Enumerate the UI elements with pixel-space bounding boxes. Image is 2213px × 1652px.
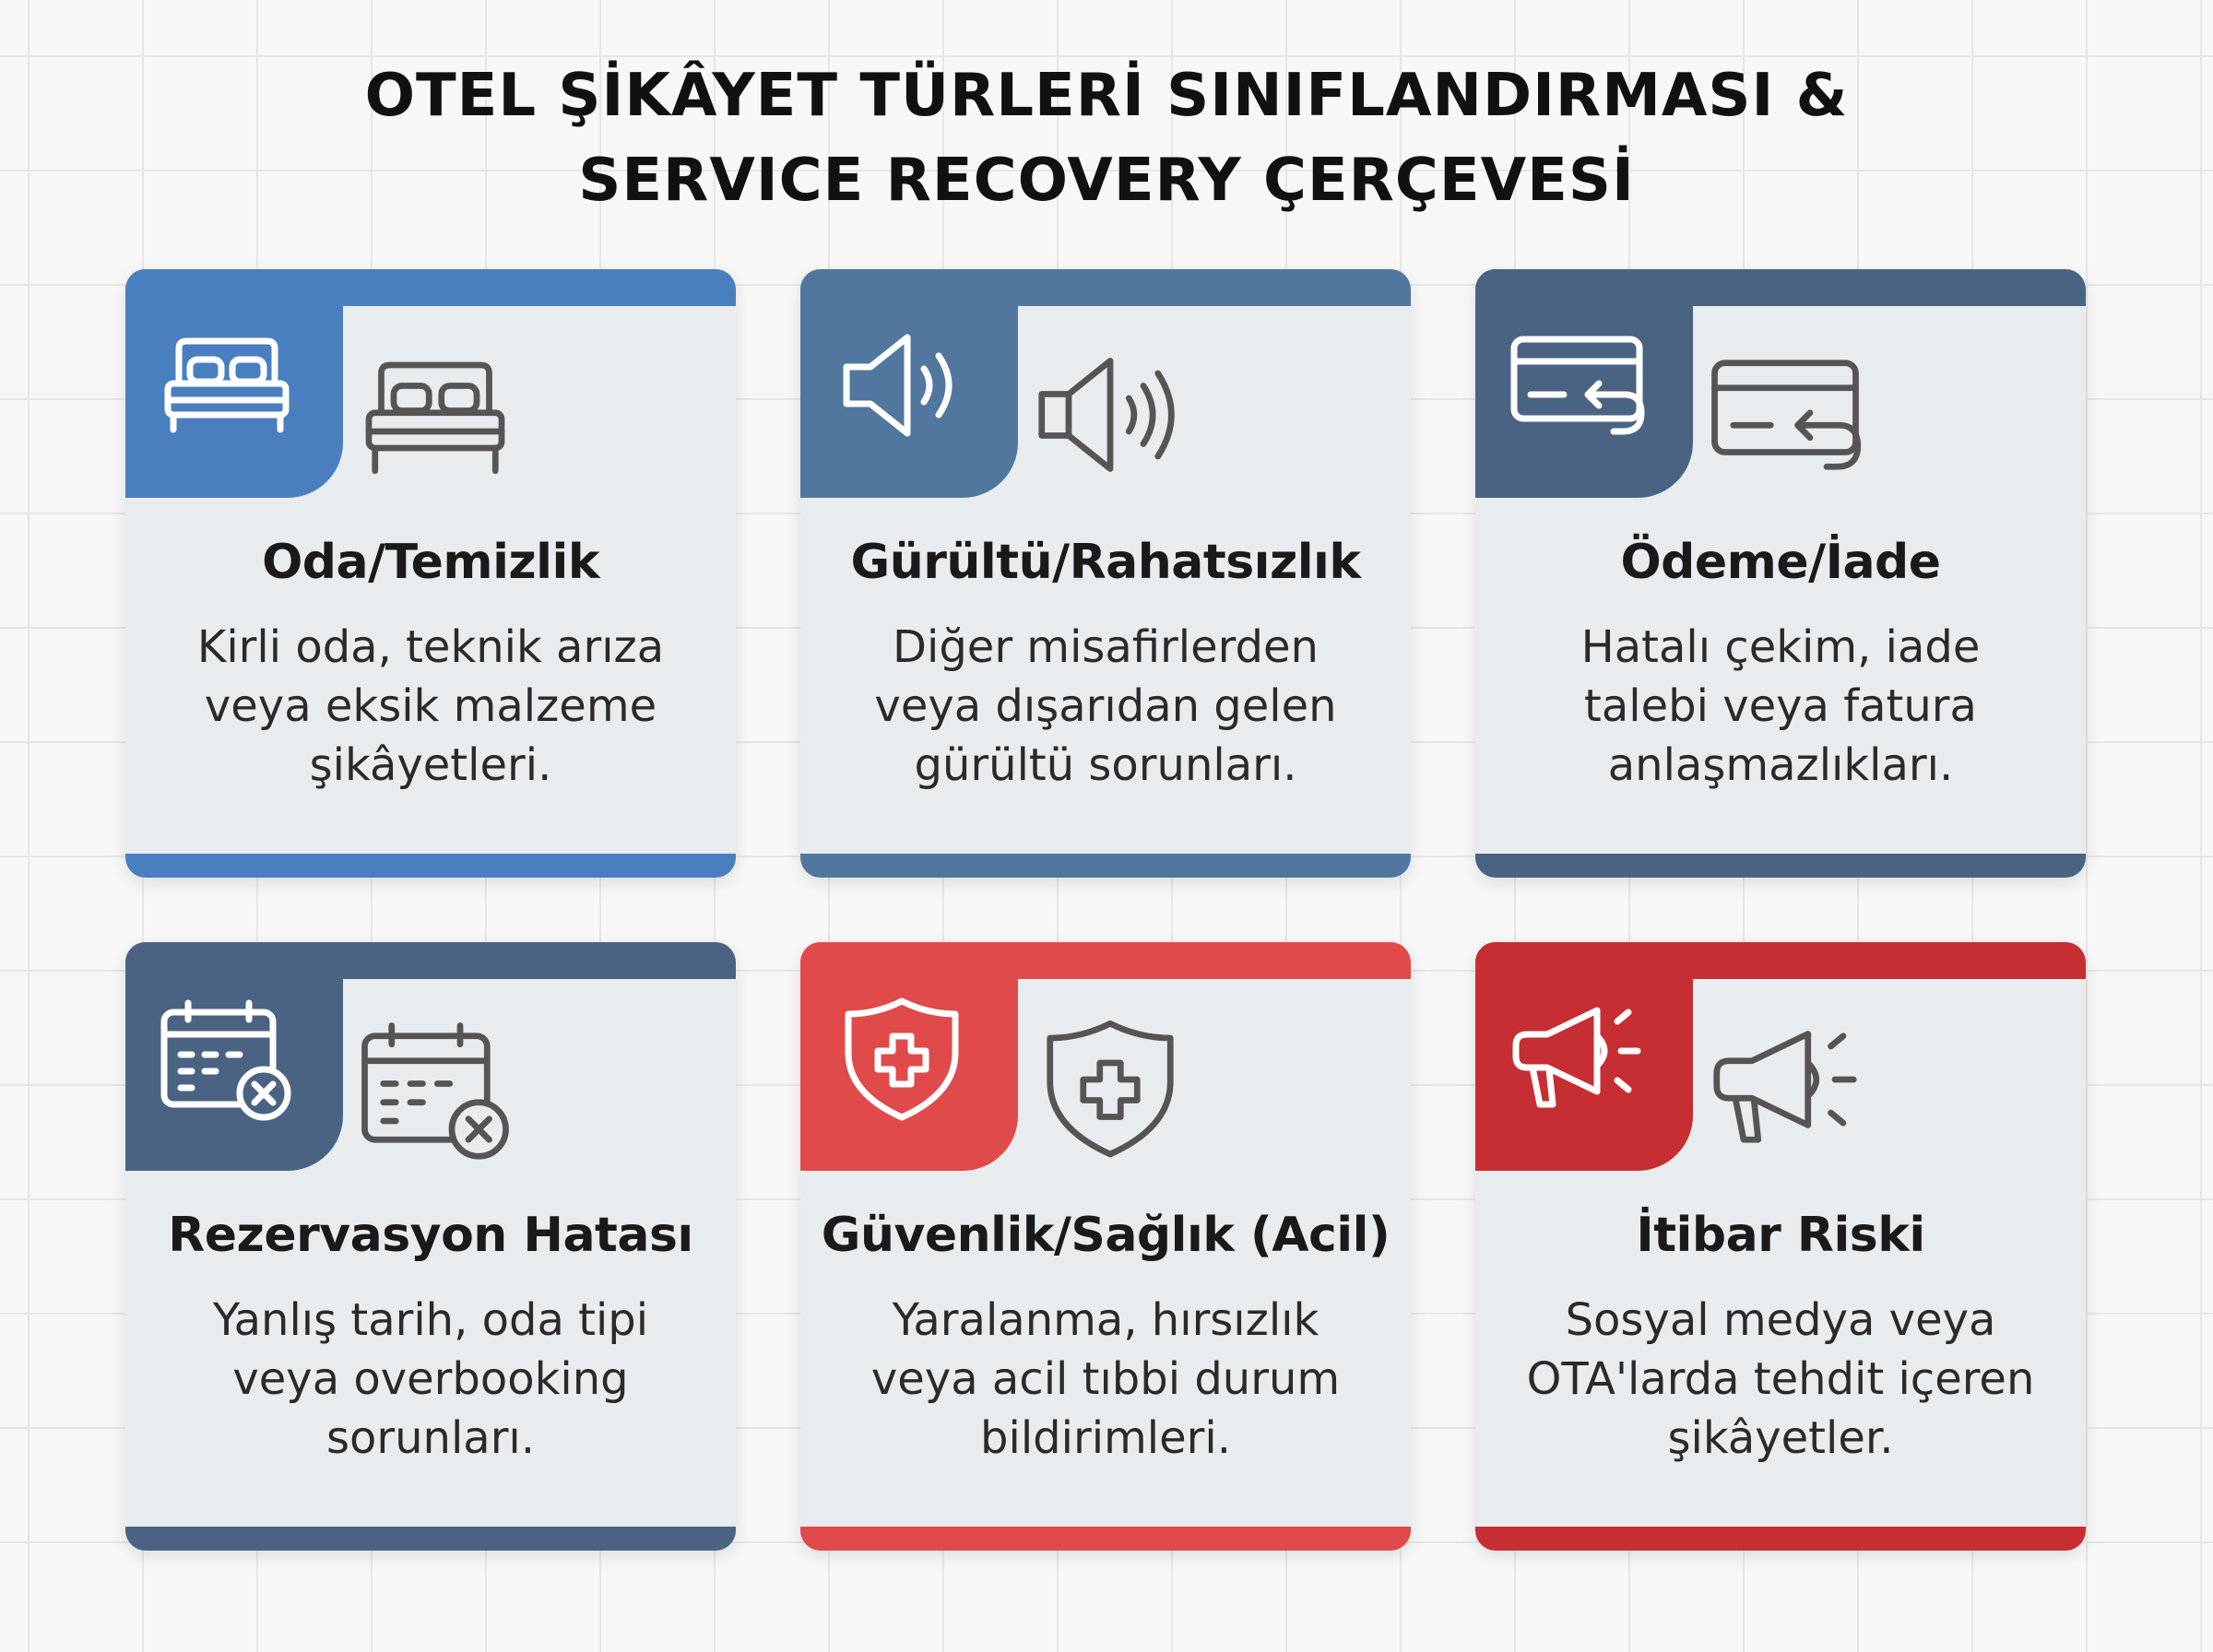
card-gurultu-rahatsizlik (800, 269, 1411, 878)
card-odeme-iade (1475, 269, 2086, 878)
card-title: Gürültü/Rahatsızlık (850, 535, 1361, 590)
megaphone-icon (1503, 994, 1651, 1123)
card-bottom-bar (125, 854, 736, 878)
card-title: Ödeme/İade (1620, 535, 1941, 590)
speaker-icon (1027, 341, 1193, 489)
card-description: Hatalı çekim, iade talebi veya fatura anlaşmazlıkları. (1580, 621, 1981, 791)
calendar-cancel-icon (153, 994, 301, 1123)
megaphone-icon (1702, 1014, 1868, 1162)
shield-cross-icon (828, 994, 976, 1123)
card-title: Rezervasyon Hatası (168, 1208, 693, 1263)
card-description: Yanlış tarih, oda tipi veya overbooking sorunları. (212, 1294, 649, 1464)
card-rezervasyon-hatasi (125, 942, 736, 1551)
card-description: Sosyal medya veya OTA'larda tehdit içeren şikâyetler. (1526, 1294, 2035, 1464)
title-line-1: OTEL ŞİKÂYET TÜRLERİ SINIFLANDIRMASI & (364, 62, 1849, 130)
credit-card-refund-icon (1503, 321, 1651, 450)
card-title: Güvenlik/Sağlık (Acil) (821, 1208, 1391, 1263)
card-bottom-bar (800, 854, 1411, 878)
calendar-cancel-icon (352, 1014, 518, 1162)
speaker-icon (828, 321, 976, 450)
card-guvenlik-saglik (800, 942, 1411, 1551)
bed-icon (153, 321, 301, 450)
card-itibar-riski (1475, 942, 2086, 1551)
credit-card-refund-icon (1702, 341, 1868, 489)
card-bottom-bar (125, 1527, 736, 1551)
card-title: İtibar Riski (1636, 1208, 1925, 1263)
page-title (0, 53, 2213, 223)
card-description: Kirli oda, teknik arıza veya eksik malzeme şikâyetleri. (196, 621, 665, 791)
card-title: Oda/Temizlik (262, 535, 599, 590)
card-bottom-bar (1475, 1527, 2086, 1551)
bed-icon (352, 341, 518, 489)
title-line-2: SERVICE RECOVERY ÇERÇEVESİ (578, 147, 1635, 215)
card-bottom-bar (800, 1527, 1411, 1551)
card-description: Yaralanma, hırsızlık veya acil tıbbi durum bildirimleri. (870, 1294, 1341, 1464)
card-bottom-bar (1475, 854, 2086, 878)
card-oda-temizlik (125, 269, 736, 878)
card-description: Diğer misafirlerden veya dışarıdan gelen gürültü sorunları. (874, 621, 1337, 791)
shield-cross-icon (1027, 1014, 1193, 1162)
